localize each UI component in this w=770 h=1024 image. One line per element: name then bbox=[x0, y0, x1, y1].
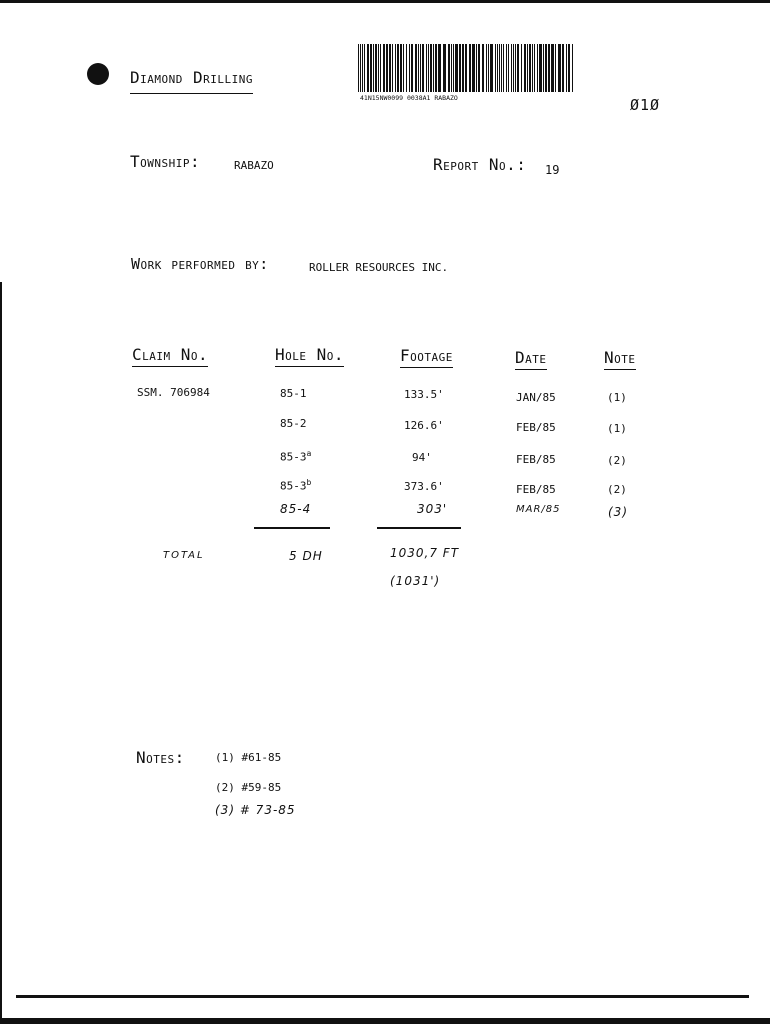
total-footage: 1030,7 FT bbox=[390, 546, 460, 560]
barcode-bar bbox=[370, 44, 372, 92]
township-label: Township: bbox=[130, 152, 201, 171]
cell-date: JAN/85 bbox=[516, 391, 556, 404]
cell-note: (2) bbox=[607, 454, 627, 467]
barcode-caption: 41N15NW0099 0038A1 RABAZO bbox=[360, 94, 458, 102]
cell-hole-number: 85-3 bbox=[280, 479, 307, 493]
barcode-bar bbox=[462, 44, 464, 92]
barcode-bar bbox=[430, 44, 432, 92]
header-date: Date bbox=[515, 348, 547, 370]
barcode-bar bbox=[380, 44, 381, 92]
barcode-bar bbox=[448, 44, 450, 92]
barcode-bar bbox=[548, 44, 550, 92]
report-label: Report No.: bbox=[433, 155, 527, 174]
cell-note: (3) bbox=[608, 505, 628, 519]
cell-date: FEB/85 bbox=[516, 421, 556, 434]
total-rule-holes bbox=[254, 527, 330, 529]
note-item: (1) #61-85 bbox=[215, 751, 282, 764]
barcode-bar bbox=[486, 44, 487, 92]
barcode-bar bbox=[545, 44, 547, 92]
total-rounded: (1031') bbox=[390, 574, 441, 588]
barcode-bar bbox=[455, 44, 458, 92]
barcode-bar bbox=[499, 44, 500, 92]
barcode-bar bbox=[451, 44, 452, 92]
cell-hole-suffix: a bbox=[306, 449, 312, 458]
barcode-bar bbox=[383, 44, 385, 92]
barcode-bar bbox=[472, 44, 475, 92]
barcode-bar bbox=[501, 44, 502, 92]
scan-edge-line bbox=[0, 282, 2, 1020]
barcode-bar bbox=[478, 44, 480, 92]
barcode-bar bbox=[482, 44, 484, 92]
header-hole: Hole No. bbox=[275, 345, 344, 367]
barcode-bar bbox=[524, 44, 526, 92]
note-item: (2) #59-85 bbox=[215, 781, 282, 794]
barcode-bar bbox=[409, 44, 410, 92]
barcode-bar bbox=[515, 44, 516, 92]
barcode-bar bbox=[513, 44, 514, 92]
barcode-bar bbox=[411, 44, 413, 92]
barcode-bar bbox=[469, 44, 471, 92]
cell-note: (1) bbox=[607, 422, 627, 435]
notes-label: Notes: bbox=[136, 748, 185, 767]
cell-date: FEB/85 bbox=[516, 453, 556, 466]
barcode-bar bbox=[453, 44, 454, 92]
cell-date: FEB/85 bbox=[516, 483, 556, 496]
barcode-bar bbox=[532, 44, 533, 92]
barcode-bar bbox=[373, 44, 374, 92]
barcode-bar bbox=[568, 44, 570, 92]
barcode-bar bbox=[360, 44, 361, 92]
report-value: 19 bbox=[545, 163, 560, 177]
barcode-bar bbox=[386, 44, 388, 92]
total-holes: 5 DH bbox=[289, 549, 323, 563]
barcode-bar bbox=[362, 44, 363, 92]
barcode-bar bbox=[517, 44, 519, 92]
barcode-bar bbox=[378, 44, 379, 92]
cell-footage: 133.5' bbox=[404, 388, 444, 401]
barcode-bar bbox=[562, 44, 564, 92]
cell-hole-suffix: b bbox=[306, 478, 312, 487]
file-code: Ø1Ø bbox=[630, 96, 661, 114]
bottom-border bbox=[0, 1018, 770, 1024]
barcode-bar bbox=[420, 44, 421, 92]
barcode-bar bbox=[459, 44, 461, 92]
work-label: Work performed by: bbox=[131, 255, 269, 273]
barcode bbox=[358, 44, 576, 92]
document-title: Diamond Drilling bbox=[130, 68, 253, 94]
cell-claim: SSM. 706984 bbox=[137, 386, 210, 399]
barcode-bar bbox=[438, 44, 441, 92]
barcode-bar bbox=[422, 44, 424, 92]
cell-date: MAR/85 bbox=[516, 504, 561, 515]
barcode-bar bbox=[465, 44, 467, 92]
total-rule-footage bbox=[377, 527, 461, 529]
cell-footage: 94' bbox=[412, 451, 432, 464]
barcode-bar bbox=[364, 44, 365, 92]
barcode-bar bbox=[506, 44, 507, 92]
barcode-bar bbox=[555, 44, 556, 92]
barcode-bar bbox=[534, 44, 535, 92]
cell-hole: 85-2 bbox=[280, 417, 307, 430]
cell-hole-number: 85-3 bbox=[280, 450, 307, 464]
barcode-bar bbox=[527, 44, 528, 92]
barcode-bar bbox=[375, 44, 377, 92]
header-footage: Footage bbox=[400, 346, 453, 368]
cell-hole: 85-4 bbox=[280, 502, 312, 516]
bullet-dot bbox=[87, 63, 109, 85]
cell-hole bbox=[280, 449, 311, 464]
barcode-bar bbox=[367, 44, 369, 92]
barcode-bar bbox=[397, 44, 399, 92]
barcode-bar bbox=[529, 44, 531, 92]
barcode-bar bbox=[488, 44, 489, 92]
barcode-bar bbox=[490, 44, 493, 92]
barcode-bar bbox=[418, 44, 419, 92]
barcode-bar bbox=[551, 44, 554, 92]
barcode-bar bbox=[503, 44, 504, 92]
cell-note: (1) bbox=[607, 391, 627, 404]
barcode-bar bbox=[511, 44, 512, 92]
cell-footage: 373.6' bbox=[404, 480, 444, 493]
cell-footage: 126.6' bbox=[404, 419, 444, 432]
work-value: ROLLER RESOURCES INC. bbox=[309, 261, 449, 274]
barcode-bar bbox=[415, 44, 417, 92]
barcode-bar bbox=[403, 44, 404, 92]
cell-footage: 303' bbox=[417, 502, 448, 516]
barcode-bar bbox=[389, 44, 391, 92]
header-note: Note bbox=[604, 348, 636, 370]
cell-hole: 85-1 bbox=[280, 387, 307, 400]
barcode-bar bbox=[428, 44, 429, 92]
barcode-bar bbox=[395, 44, 396, 92]
barcode-bar bbox=[392, 44, 393, 92]
barcode-bars bbox=[358, 44, 576, 92]
barcode-bar bbox=[435, 44, 437, 92]
top-border bbox=[0, 0, 770, 3]
barcode-bar bbox=[539, 44, 542, 92]
barcode-bar bbox=[508, 44, 509, 92]
barcode-bar bbox=[537, 44, 538, 92]
barcode-bar bbox=[400, 44, 402, 92]
cell-hole bbox=[280, 478, 311, 493]
bottom-rule bbox=[16, 995, 749, 998]
barcode-bar bbox=[543, 44, 544, 92]
header-claim: Claim No. bbox=[132, 345, 208, 367]
barcode-bar bbox=[406, 44, 407, 92]
barcode-bar bbox=[495, 44, 496, 92]
barcode-bar bbox=[566, 44, 567, 92]
barcode-bar bbox=[558, 44, 561, 92]
barcode-bar bbox=[358, 44, 359, 92]
barcode-bar bbox=[476, 44, 477, 92]
barcode-bar bbox=[521, 44, 522, 92]
barcode-bar bbox=[426, 44, 427, 92]
barcode-bar bbox=[443, 44, 446, 92]
cell-note: (2) bbox=[607, 483, 627, 496]
township-value: RABAZO bbox=[234, 159, 274, 172]
barcode-bar bbox=[572, 44, 573, 92]
barcode-bar bbox=[497, 44, 498, 92]
barcode-bar bbox=[433, 44, 434, 92]
note-item: (3) # 73-85 bbox=[215, 803, 296, 817]
total-label: TOTAL bbox=[163, 550, 205, 561]
